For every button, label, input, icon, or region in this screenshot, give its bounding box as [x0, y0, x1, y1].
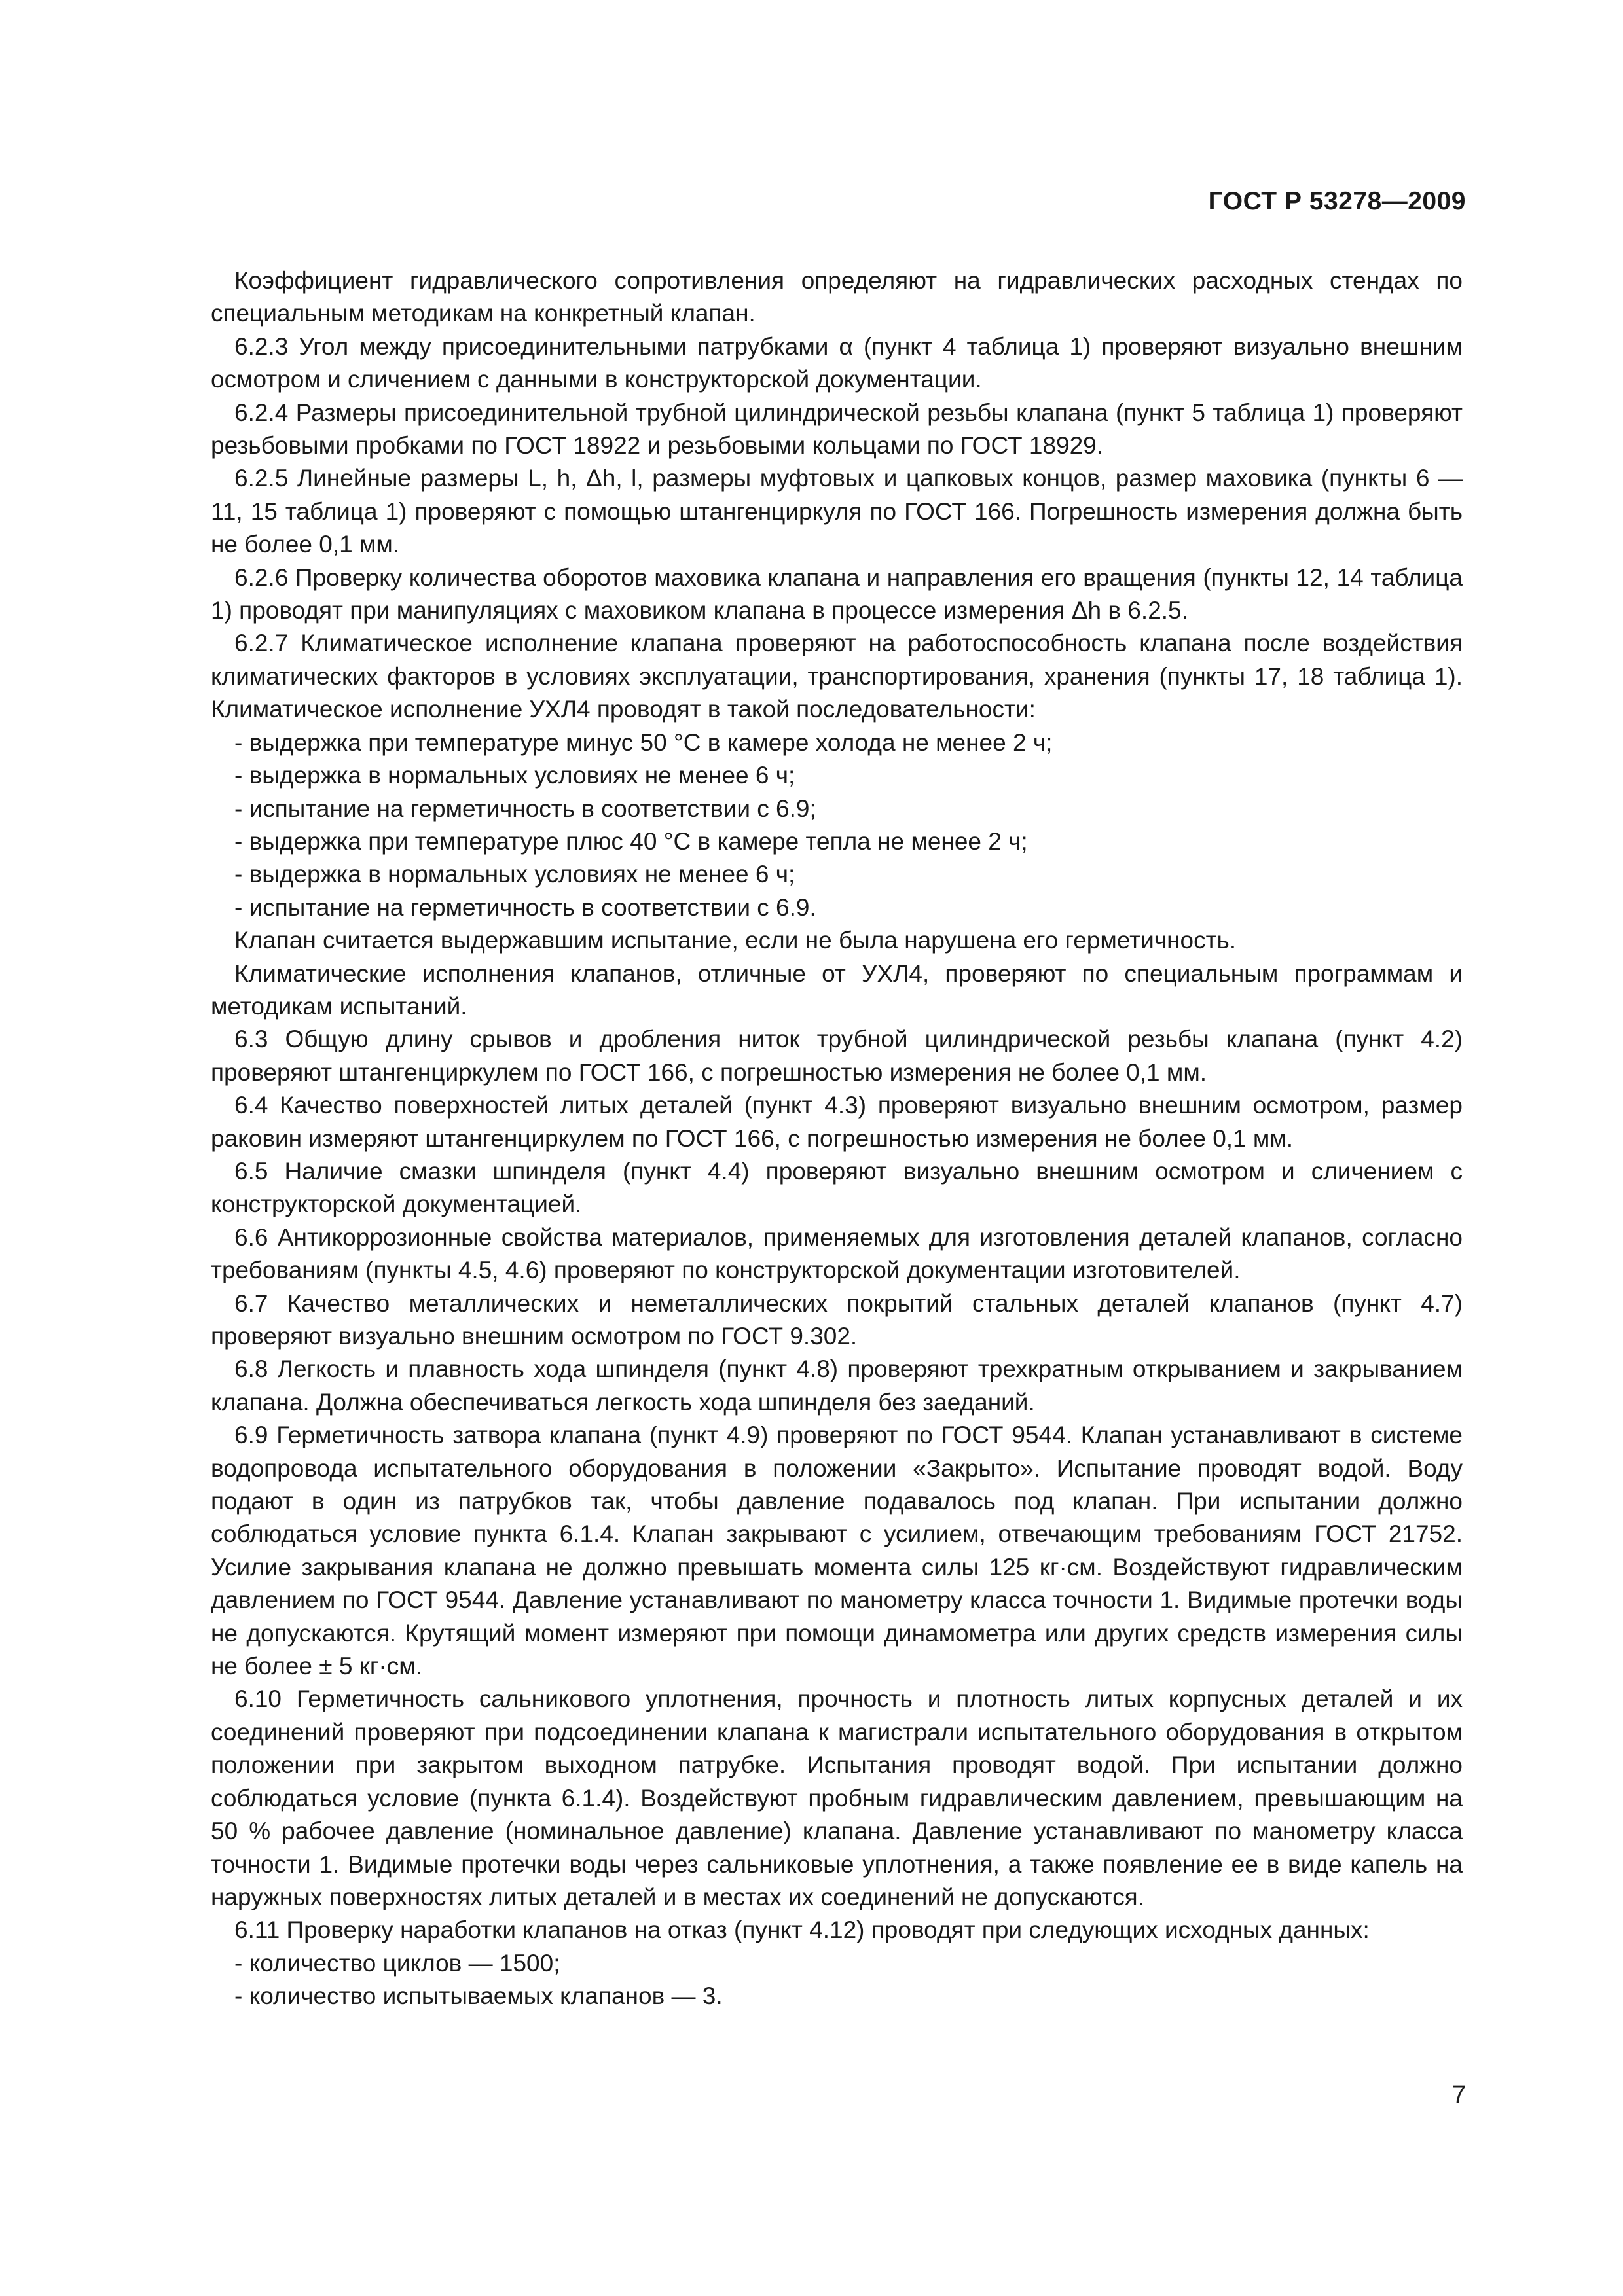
list-item: - испытание на герметичность в соответствии с 6.9.: [234, 893, 816, 921]
paragraph: 6.5 Наличие смазки шпинделя (пункт 4.4) проверяют визуально внешним осмотром и сличением с конструкторской документацией.: [211, 1157, 1463, 1218]
paragraph: 6.4 Качество поверхностей литых деталей (пункт 4.3) проверяют визуально внешним осмотром, размер раковин измеряют штангенциркулем по ГОСТ 166, с погрешностью измерения не более 0,1 мм.: [211, 1092, 1463, 1152]
paragraph: 6.2.7 Климатическое исполнение клапана проверяют на работоспособность клапана после воздействия климатических факторов в условиях эксплуатации, транспортирования, хранения (пункты 17, 18 таблица 1). Климатическое исполнение УХЛ4 проводят в такой последовательности:: [211, 630, 1463, 723]
list-item: - выдержка при температуре минус 50 °С в камере холода не менее 2 ч;: [234, 728, 1053, 756]
list-item: - выдержка в нормальных условиях не менее 6 ч;: [234, 762, 795, 789]
paragraph: 6.2.4 Размеры присоединительной трубной цилиндрической резьбы клапана (пункт 5 таблица 1) проверяют резьбовыми пробками по ГОСТ 18922 и резьбовыми кольцами по ГОСТ 18929.: [211, 399, 1463, 459]
paragraph: 6.9 Герметичность затвора клапана (пункт 4.9) проверяют по ГОСТ 9544. Клапан устанавливают в системе водопровода испытательного оборудования в положении «Закрыто». Испытание проводят водой. Воду подают в один из патрубков так, чтобы давление подавалось под клапан. При испытании должно соблюдаться условие пункта 6.1.4. Клапан закрывают с усилием, отвечающим требованиям ГОСТ 21752. Усилие закрывания клапана не должно превышать момента силы 125 кг·см. Воздействуют гидравлическим давлением по ГОСТ 9544. Давление устанавливают по манометру класса точности 1. Видимые протечки воды не допускаются. Крутящий момент измеряют при помощи динамометра или других средств измерения силы не более ± 5 кг·см.: [211, 1422, 1463, 1680]
list-item: - выдержка при температуре плюс 40 °С в камере тепла не менее 2 ч;: [234, 827, 1028, 855]
page-header: ГОСТ Р 53278—2009: [1208, 187, 1466, 215]
paragraph: 6.11 Проверку наработки клапанов на отказ (пункт 4.12) проводят при следующих исходных данных:: [234, 1916, 1370, 1944]
paragraph: Коэффициент гидравлического сопротивления определяют на гидравлических расходных стендах по специальным методикам на конкретный клапан.: [211, 267, 1463, 327]
list-item: - количество испытываемых клапанов — 3.: [234, 1982, 723, 2010]
paragraph: 6.7 Качество металлических и неметаллических покрытий стальных деталей клапанов (пункт 4.7) проверяют визуально внешним осмотром по ГОСТ 9.302.: [211, 1289, 1463, 1350]
document-body: [211, 264, 1463, 2013]
paragraph: 6.8 Легкость и плавность хода шпинделя (пункт 4.8) проверяют трехкратным открыванием и закрыванием клапана. Должна обеспечиваться легкость хода шпинделя без заеданий.: [211, 1355, 1463, 1416]
list-item: - испытание на герметичность в соответствии с 6.9;: [234, 795, 816, 822]
paragraph: Клапан считается выдержавшим испытание, если не была нарушена его герметичность.: [234, 927, 1237, 954]
paragraph: 6.6 Антикоррозионные свойства материалов, применяемых для изготовления деталей клапанов, согласно требованиям (пункты 4.5, 4.6) проверяют по конструкторской документации изготовителей.: [211, 1223, 1463, 1284]
paragraph: Климатические исполнения клапанов, отличные от УХЛ4, проверяют по специальным программам и методикам испытаний.: [211, 960, 1463, 1020]
paragraph: 6.10 Герметичность сальникового уплотнения, прочность и плотность литых корпусных деталей и их соединений проверяют при подсоединении клапана к магистрали испытательного оборудования в открытом положении при закрытом выходном патрубке. Испытания проводят водой. При испытании должно соблюдаться условие (пункта 6.1.4). Воздействуют пробным гидравлическим давлением, превышающим на 50 % рабочее давление (номинальное давление) клапана. Давление устанавливают по манометру класса точности 1. Видимые протечки воды через сальниковые уплотнения, а также появление ее в виде капель на наружных поверхностях литых деталей и в местах их соединений не допускаются.: [211, 1685, 1463, 1910]
list-item: - количество циклов — 1500;: [234, 1949, 560, 1977]
paragraph: 6.2.6 Проверку количества оборотов маховика клапана и направления его вращения (пункты 12, 14 таблица 1) проводят при манипуляциях с маховиком клапана в процессе измерения Δh в 6.2.5.: [211, 564, 1463, 624]
page-number: 7: [1451, 2081, 1466, 2109]
paragraph: 6.2.5 Линейные размеры L, h, Δh, l, размеры муфтовых и цапковых концов, размер маховика (пункты 6 — 11, 15 таблица 1) проверяют с помощью штангенциркуля по ГОСТ 166. Погрешность измерения должна быть не более 0,1 мм.: [211, 465, 1463, 558]
paragraph: 6.3 Общую длину срывов и дробления ниток трубной цилиндрической резьбы клапана (пункт 4.2) проверяют штангенциркулем по ГОСТ 166, с погрешностью измерения не более 0,1 мм.: [211, 1026, 1463, 1086]
paragraph: 6.2.3 Угол между присоединительными патрубками α (пункт 4 таблица 1) проверяют визуально внешним осмотром и сличением с данными в конструкторской документации.: [211, 332, 1463, 393]
list-item: - выдержка в нормальных условиях не менее 6 ч;: [234, 861, 795, 888]
